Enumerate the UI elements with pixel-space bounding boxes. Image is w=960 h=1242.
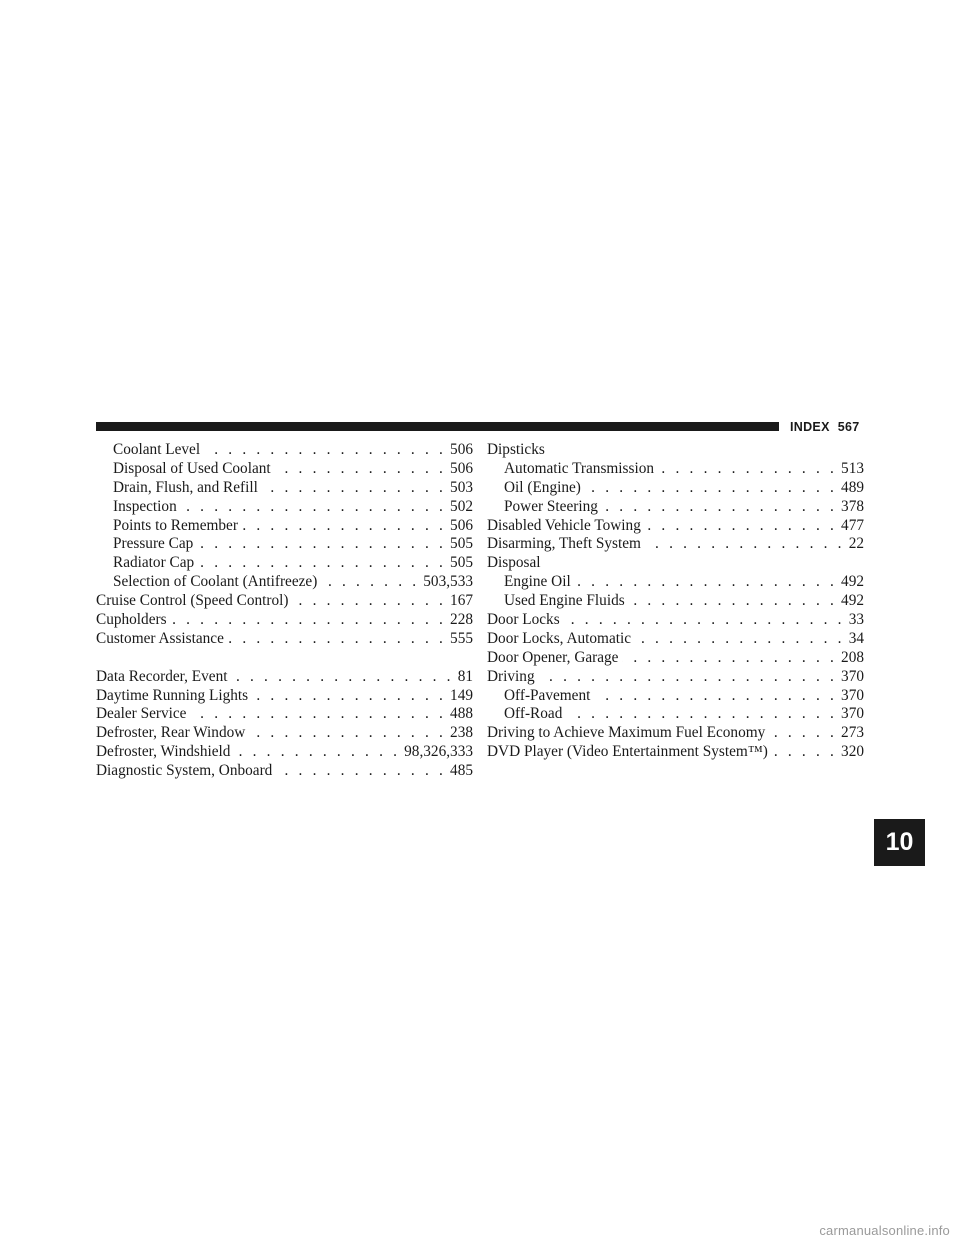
dot-leader [190,705,446,724]
entry-page-ref: 505 [450,554,473,572]
watermark: carmanualsonline.info [819,1223,950,1238]
entry-page-ref: 505 [450,535,473,553]
entry-label: Selection of Coolant (Antifreeze) [113,573,318,591]
index-entry [487,479,864,498]
dot-leader [198,554,446,573]
index-entry [487,705,864,724]
dot-leader [275,460,446,479]
entry-page-ref: 273 [841,724,864,742]
entry-page-ref: 489 [841,478,864,496]
dot-leader [234,743,400,762]
entry-page-ref: 492 [841,592,864,610]
index-entry [487,687,864,706]
dot-leader [321,573,419,592]
dot-leader [228,630,446,649]
entry-page-ref: 33 [848,611,864,629]
entry-label: Drain, Flush, and Refill [113,478,258,496]
index-entry [487,498,864,517]
dot-leader [658,460,837,479]
dot-leader [276,762,446,781]
dot-leader [204,441,446,460]
dot-leader [622,649,837,668]
index-entry [96,460,473,479]
index-entry [487,535,864,554]
index-entry [96,498,473,517]
entry-page-ref: 477 [841,516,864,534]
entry-label: Dealer Service [96,705,187,723]
index-entry [487,573,864,592]
entry-label: Off-Pavement [504,686,591,704]
entry-label: Disposal of Used Coolant [113,459,271,477]
index-entry [487,517,864,536]
header-rule [96,422,779,431]
entry-label: Customer Assistance [96,629,224,647]
entry-page-ref: 492 [841,573,864,591]
entry-page-ref: 208 [841,648,864,666]
entry-page-ref: 378 [841,497,864,515]
entry-label: Radiator Cap [113,554,195,572]
entry-label: Disabled Vehicle Towing [487,516,641,534]
entry-label: Pressure Cap [113,535,194,553]
dot-leader [231,668,453,687]
entry-label: Cupholders [96,611,167,629]
index-entry [487,724,864,743]
dot-leader [197,535,446,554]
entry-label: Daytime Running Lights [96,686,249,704]
entry-label: Driving to Achieve Maximum Fuel Economy [487,724,766,742]
index-entry [487,611,864,630]
entry-page-ref: 370 [841,705,864,723]
index-entry [96,762,473,781]
entry-page-ref: 503,533 [423,573,473,591]
entry-page-ref: 502 [450,497,473,515]
index-entry [487,668,864,687]
entry-label: Engine Oil [504,573,571,591]
entry-label: Disarming, Theft System [487,535,641,553]
entry-label: Diagnostic System, Onboard [96,762,273,780]
dot-leader [585,479,837,498]
entry-page-ref: 22 [848,535,864,553]
entry-page-ref: 555 [450,629,473,647]
entry-label: Power Steering [504,497,598,515]
entry-page-ref: 488 [450,705,473,723]
index-entry [487,460,864,479]
entry-label: Disposal [487,554,541,572]
entry-page-ref: 506 [450,441,473,458]
dot-leader [181,498,446,517]
entry-page-ref: 149 [450,686,473,704]
entry-page-ref: 370 [841,667,864,685]
dot-leader [645,517,837,536]
dot-leader [772,743,837,762]
index-entry [96,554,473,573]
dot-leader [171,611,447,630]
entry-page-ref: 34 [848,629,864,647]
index-entry [96,630,473,649]
entry-label: Defroster, Rear Window [96,724,246,742]
entry-label: Coolant Level [113,441,201,458]
dot-leader [242,517,446,536]
page-number: 567 [837,420,860,434]
index-entry [96,687,473,706]
running-header [790,418,859,436]
entry-page-ref: 506 [450,459,473,477]
entry-label: Off-Road [504,705,563,723]
dot-leader [539,668,837,687]
dot-leader [769,724,837,743]
dot-leader [645,535,845,554]
entry-label: Door Locks [487,611,560,629]
entry-label: Inspection [113,497,177,515]
index-entry [96,592,473,611]
entry-label: Driving [487,667,535,685]
entry-page-ref: 238 [450,724,473,742]
entry-page-ref: 320 [841,743,864,761]
dot-leader [594,687,837,706]
entry-label: Oil (Engine) [504,478,581,496]
entry-label: Automatic Transmission [504,459,655,477]
entry-page-ref: 98,326,333 [404,743,473,761]
entry-page-ref: 167 [450,592,473,610]
entry-label: Data Recorder, Event [96,667,228,685]
index-entry [96,441,473,460]
index-entry [96,668,473,687]
index-entry [487,630,864,649]
entry-label: Used Engine Fluids [504,592,625,610]
index-entry [96,611,473,630]
index-entry [96,573,473,592]
dot-leader [262,479,446,498]
index-heading [487,441,864,460]
index-entry [487,743,864,762]
dot-leader [564,611,845,630]
index-column-right [487,441,864,762]
index-heading [487,554,864,573]
entry-page-ref: 228 [450,611,473,629]
entry-label: Door Locks, Automatic [487,629,632,647]
index-entry [96,705,473,724]
dot-leader [566,705,837,724]
entry-label: Cruise Control (Speed Control) [96,592,289,610]
dot-leader [635,630,845,649]
section-title: INDEX [790,420,830,434]
index-entry [487,592,864,611]
entry-page-ref: 81 [457,667,473,685]
entry-page-ref: 370 [841,686,864,704]
index-entry [96,535,473,554]
dot-leader [292,592,446,611]
index-column-left [96,441,473,781]
index-entry [96,479,473,498]
index-entry [96,724,473,743]
dot-leader [602,498,837,517]
index-entry [487,649,864,668]
index-entry [96,743,473,762]
dot-leader [249,724,446,743]
dot-leader [575,573,837,592]
entry-page-ref: 485 [450,762,473,780]
entry-page-ref: 503 [450,478,473,496]
entry-page-ref: 513 [841,459,864,477]
entry-label: Defroster, Windshield [96,743,231,761]
dot-leader [629,592,837,611]
entry-label: Door Opener, Garage [487,648,619,666]
index-entry [96,517,473,536]
entry-label: Dipsticks [487,441,545,458]
entry-label: DVD Player (Video Entertainment System™) [487,743,768,761]
entry-page-ref: 506 [450,516,473,534]
dot-leader [252,687,446,706]
entry-label: Points to Remember [113,516,238,534]
chapter-tab: 10 [874,819,925,866]
